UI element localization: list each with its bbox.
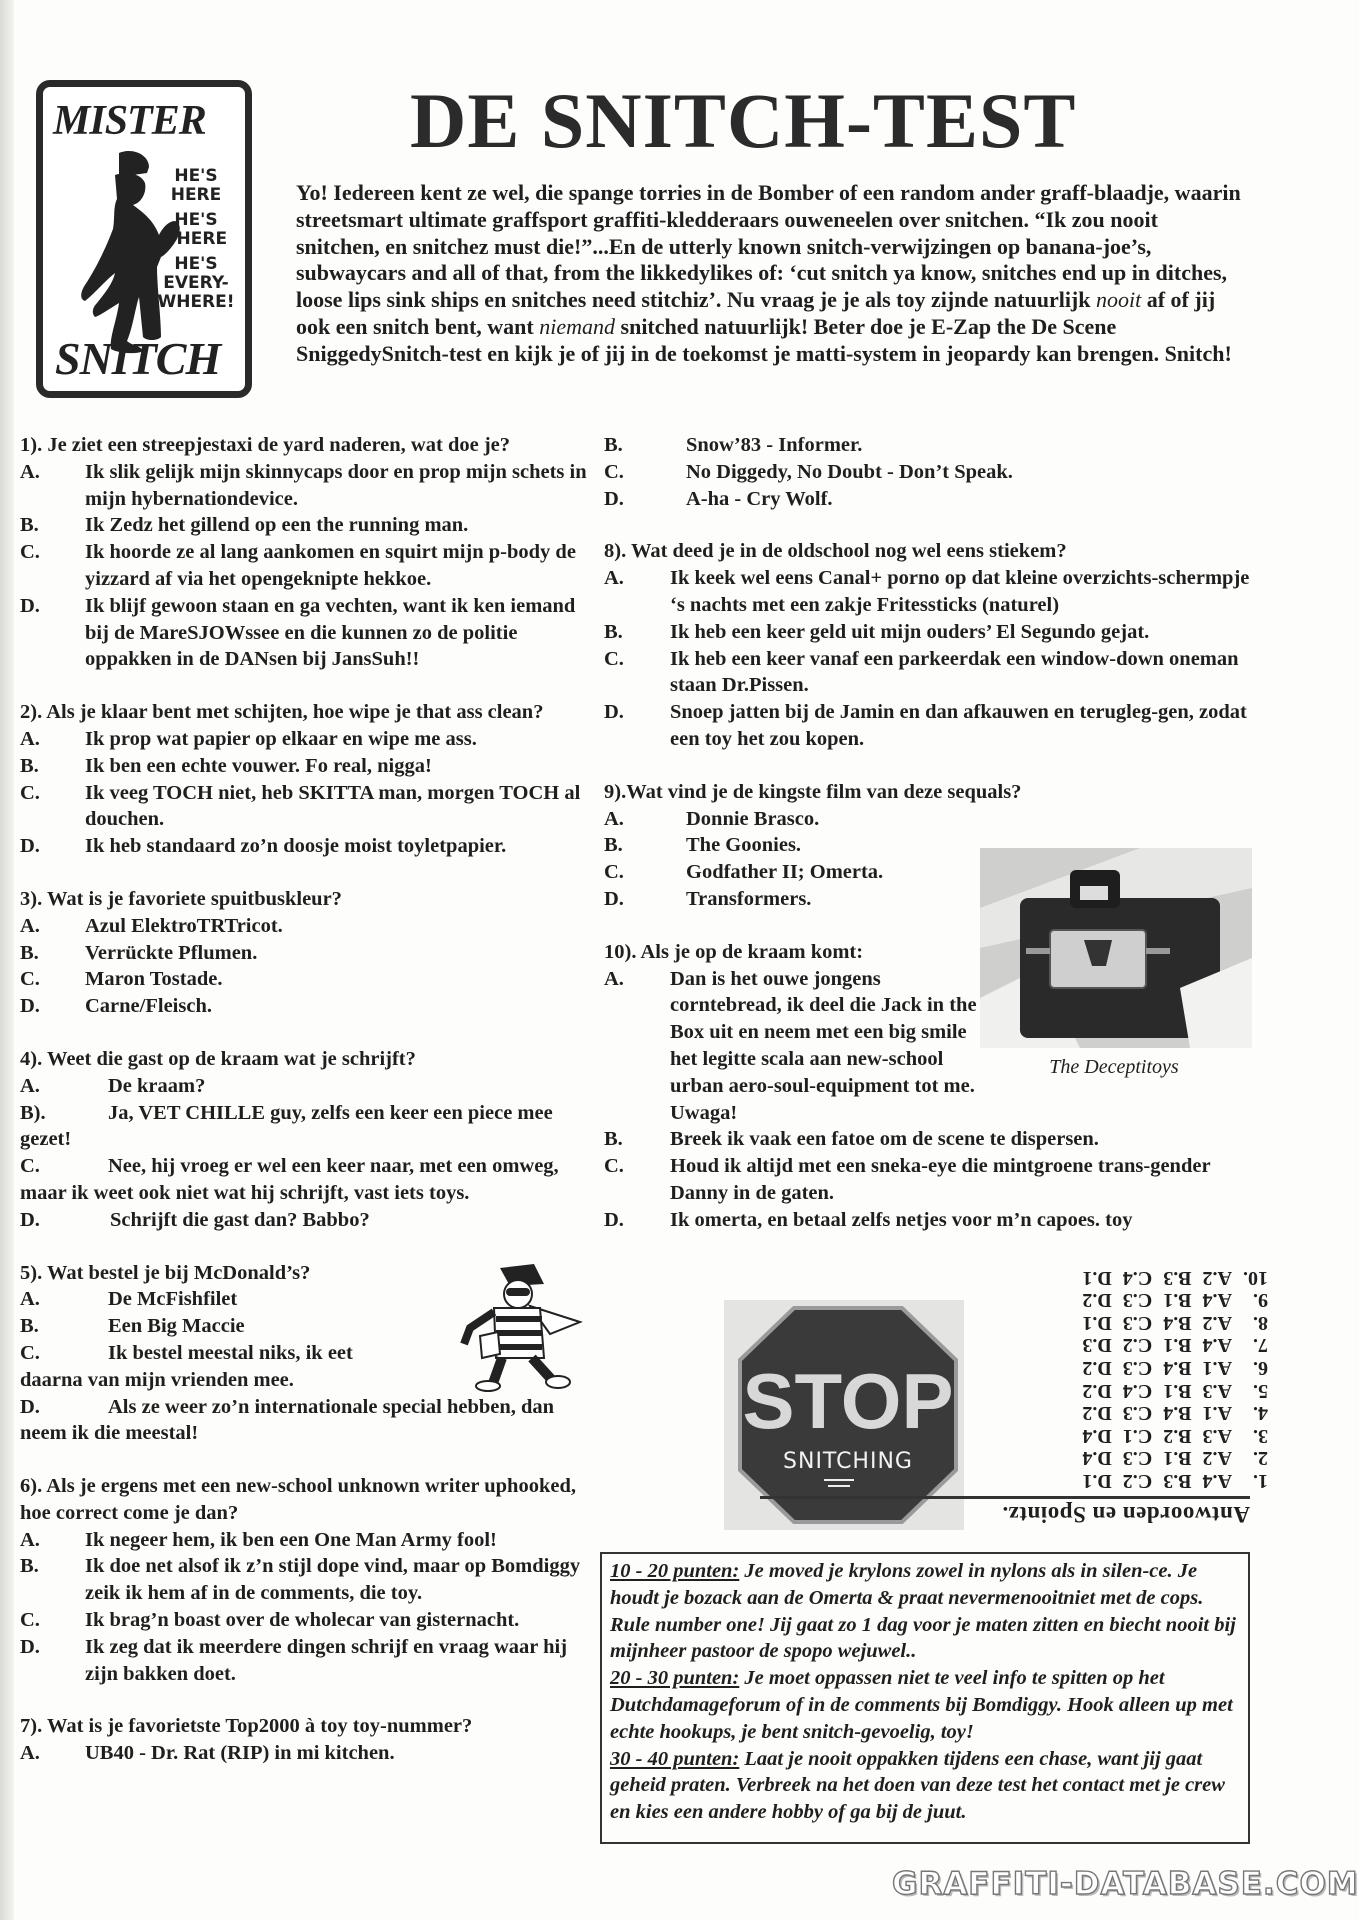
option-text: Ik prop wat papier op elkaar en wipe me ass. [85, 727, 477, 750]
option-label: B. [604, 834, 623, 857]
intro-text: snitched natuurlijk! Beter doe je E-Zap the De Scene SniggedySnitch-test en kijk je of jij in de toekomst je matti-system in jeopardy kan brengen. Snitch! [296, 313, 1232, 366]
option-text: A-ha - Cry Wolf. [686, 487, 833, 510]
answer-option [604, 619, 1254, 646]
option-text: Ik blijf gewoon staan en ga vechten, want ik ken iemand bij de MareSJOWssee en die kunnen zo de politie oppakken in de DANsen bij JansSuh!! [85, 594, 576, 671]
row-points: A.2 B.3 C.4 D.1 [1082, 1266, 1232, 1289]
image-caption: The Deceptitoys [1049, 1056, 1179, 1078]
row-points: A.3 B.2 C.1 D.4 [1082, 1424, 1232, 1447]
questions-right-column [604, 432, 1254, 1234]
option-text: Godfather II; Omerta. [686, 861, 884, 884]
intro-emphasis: nooit [1096, 287, 1142, 313]
score-range: 10 - 20 punten: [610, 1560, 740, 1582]
option-label: D. [20, 594, 40, 617]
answer-option [20, 512, 600, 539]
row-number: 3. [1253, 1424, 1268, 1447]
option-text: Ik brag’n boast over de wholecar van gisternacht. [85, 1609, 520, 1632]
option-label: A. [604, 567, 624, 590]
logo-line: THERE [164, 229, 228, 249]
option-label: A. [604, 807, 624, 830]
option-label: C. [20, 1155, 40, 1178]
answer-option [604, 565, 1254, 619]
option-label: C. [20, 541, 40, 564]
intro-emphasis: niemand [539, 313, 616, 339]
row-number: 4. [1253, 1402, 1268, 1425]
answer-key-row [1000, 1402, 1268, 1425]
score-text: Je moved je krylons zowel in nylons als in silen-ce. Je houdt je bozack aan de Omerta & praat nevermenooitniet met de cops. Rule number one! Jij gaat zo 1 dag voor je maten zitten en biecht nooit bij mijnheer pastoor de spopo wejuwel.. [610, 1560, 1236, 1663]
option-label: C. [604, 460, 624, 483]
question-text: 2). Als je klaar bent met schijten, hoe wipe je that ass clean? [20, 701, 544, 724]
option-label: B. [604, 1128, 623, 1151]
option-label: A. [20, 727, 40, 750]
answer-option [20, 780, 600, 834]
question-text: 9).Wat vind je de kingste film van deze sequals? [604, 780, 1022, 803]
question-1 [20, 432, 600, 673]
answer-option [20, 1553, 600, 1607]
answer-option [20, 1607, 600, 1634]
logo-snitch-text: SNITCH [55, 333, 221, 384]
logo-line: HE'S [174, 166, 218, 186]
score-results-box [600, 1552, 1250, 1844]
answer-option [20, 1634, 600, 1688]
row-number: 1. [1253, 1470, 1268, 1492]
logo-line: HE'S [174, 210, 218, 230]
option-text: Snoep jatten bij de Jamin en dan afkauwen en terugleg-gen, zodat een toy het zou kopen. [670, 701, 1247, 750]
question-8 [604, 538, 1254, 752]
answer-option [604, 699, 1254, 753]
option-label: B. [20, 1315, 39, 1338]
question-text: 8). Wat deed je in de oldschool nog wel eens stiekem? [604, 540, 1067, 563]
answer-option [20, 940, 600, 967]
robot-illustration-icon [980, 848, 1252, 1048]
option-label: A. [20, 1742, 40, 1765]
answer-option [20, 1207, 600, 1234]
option-label: C. [604, 861, 624, 884]
option-text: Ik ben een echte vouwer. Fo real, nigga! [85, 754, 432, 777]
row-points: A.4 B.3 C.2 D.1 [1082, 1470, 1232, 1492]
answer-option [20, 1153, 600, 1207]
question-text: 10). Als je op de kraam komt: [604, 940, 864, 963]
hamburglar-cartoon-icon [440, 1262, 580, 1392]
option-text: Azul ElektroTRTricot. [85, 914, 283, 937]
option-label: C. [20, 1341, 40, 1364]
deceptitoys-image [980, 848, 1252, 1048]
score-text: Je moet oppassen niet te veel info te spitten op het Dutchdamageforum of in de comments bij Bomdiggy. Hook alleen up met echte hookups, je bent snitch-gevoelig, toy! [610, 1667, 1233, 1743]
option-label: C. [604, 647, 624, 670]
question-3 [20, 886, 600, 1020]
answer-key-row [1000, 1469, 1268, 1492]
option-text: Ja, VET CHILLE guy, zelfs een keer een piece mee gezet! [20, 1101, 553, 1151]
question-6 [20, 1473, 600, 1687]
mister-snitch-logo [36, 80, 252, 398]
option-text: Ik Zedz het gillend op een the running man. [85, 514, 469, 537]
answer-option [20, 966, 600, 993]
answer-option [604, 459, 1254, 486]
row-number: 8. [1253, 1311, 1268, 1334]
intro-text: af of jij ook een snitch bent, want [296, 287, 1216, 339]
answer-key-row [1000, 1334, 1268, 1357]
answer-key-title: Antwoorden en Spointz. [760, 1496, 1250, 1527]
option-label: A. [20, 1288, 40, 1311]
option-text: Ik negeer hem, ik ben een One Man Army fool! [85, 1528, 497, 1551]
option-label: C. [20, 968, 40, 991]
option-label: D. [20, 1208, 40, 1231]
stop-sign-graffiti: SNITCHING [783, 1449, 913, 1474]
logo-line: WHERE! [157, 292, 235, 312]
option-text: Ik doe net alsof ik z’n stijl dope vind, maar op Bomdiggy zeik ik hem af in de comments, die toy. [85, 1555, 581, 1605]
question-2 [20, 699, 600, 860]
option-label: D. [20, 1395, 40, 1418]
row-number: 5. [1253, 1379, 1268, 1402]
question-4 [20, 1046, 600, 1234]
question-text: 4). Weet die gast op de kraam wat je schrijft? [20, 1047, 416, 1070]
score-band [610, 1665, 1240, 1745]
answer-option [20, 1740, 600, 1767]
answer-option [20, 993, 600, 1020]
option-label: D. [604, 487, 624, 510]
option-label: C. [20, 1609, 40, 1632]
answer-option [604, 432, 1254, 459]
option-label: B. [20, 941, 39, 964]
row-number: 10. [1243, 1266, 1268, 1289]
option-label: D. [604, 887, 624, 910]
option-text: UB40 - Dr. Rat (RIP) in mi kitchen. [85, 1742, 395, 1765]
option-text: Breek ik vaak een fatoe om de scene te dispersen. [670, 1128, 1099, 1151]
question-text: 5). Wat bestel je bij McDonald’s? [20, 1261, 311, 1284]
answer-key-row [1000, 1266, 1268, 1289]
option-label: C. [20, 781, 40, 804]
row-points: A.2 B.1 C.3 D.4 [1082, 1447, 1232, 1470]
option-text: De kraam? [108, 1074, 206, 1097]
row-number: 9. [1253, 1289, 1268, 1312]
option-text: Ik zeg dat ik meerdere dingen schrijf en vraag waar hij zijn bakken doet. [85, 1635, 568, 1685]
row-number: 2. [1253, 1447, 1268, 1470]
option-label: B. [604, 434, 623, 456]
site-watermark: GRAFFITI-DATABASE.COM [892, 1866, 1359, 1902]
answer-option [20, 1340, 420, 1394]
option-text: Ik veeg TOCH niet, heb SKITTA man, morgen TOCH al douchen. [85, 781, 581, 831]
question-text: 3). Wat is je favoriete spuitbuskleur? [20, 887, 342, 910]
score-range: 20 - 30 punten: [610, 1667, 740, 1690]
answer-option [20, 1100, 600, 1154]
option-text: Ik heb standaard zo’n doosje moist toyletpapier. [85, 835, 507, 858]
option-text: Houd ik altijd met een sneka-eye die mintgroene trans-gender Danny in de gaten. [670, 1155, 1211, 1204]
score-band [610, 1746, 1240, 1826]
answer-option [20, 459, 600, 513]
answer-option [604, 1207, 1254, 1234]
option-text: Ik omerta, en betaal zelfs netjes voor m’n capoes. toy [670, 1208, 1133, 1231]
row-points: A.4 B.1 C.3 D.2 [1082, 1289, 1232, 1312]
intro-text: Yo! Iedereen kent ze wel, die spange torries in de Bomber of een random ander graff-blaadje, waarin streetsmart ultimate graffsport graffiti-kledderaars ouweneelen over snitchen. “Ik zou nooit snitchen, en snitchez must die!”...En de utterly known snitch-verwijzingen op banana-joe’s, subwaycars and all of that, from the likkedylikes of: ‘cut snitch ya know, snitches end up in ditches, loose lips sink ships en snitches need stitchiz’. Nu vraag je je als toy zijnde natuurlijk [296, 180, 1241, 313]
option-text: Ik hoorde ze al lang aankomen en squirt mijn p-body de yizzard af via het opengeknipte hekkoe. [85, 541, 576, 590]
answer-key-table [1000, 1262, 1268, 1492]
option-text: Als ze weer zo’n internationale special hebben, dan neem ik die meestal! [20, 1395, 555, 1445]
option-label: B. [20, 514, 39, 537]
score-text: Laat je nooit oppakken tijdens een chase, want jij gaat geheid praten. Verbreek na het doen van deze test het contact met je crew en kies een andere hobby of ga bij de juut. [610, 1747, 1225, 1824]
question-text: 1). Je ziet een streepjestaxi de yard naderen, wat doe je? [20, 434, 510, 456]
logo-line: HE'S [174, 254, 218, 274]
page-binding-shadow [0, 0, 14, 1920]
option-label: D. [20, 835, 40, 858]
option-label: A. [20, 914, 40, 937]
answer-option [20, 593, 600, 673]
option-text: De McFishfilet [108, 1288, 238, 1311]
row-points: A.1 B.4 C.3 D.2 [1082, 1357, 1232, 1380]
answer-option [604, 1126, 1254, 1153]
answer-key-row [1000, 1356, 1268, 1379]
row-number: 7. [1253, 1334, 1268, 1357]
answer-option [20, 1394, 600, 1448]
option-text: Ik keek wel eens Canal+ porno op dat kleine overzichts-schermpje ‘s nachts met een zakje Fritessticks (naturel) [670, 567, 1250, 616]
option-text: Een Big Maccie [108, 1315, 245, 1338]
question-7 [20, 1713, 600, 1767]
answer-option [20, 1527, 600, 1554]
answer-option [20, 753, 600, 780]
option-text: The Goonies. [686, 834, 802, 857]
row-points: A.4 B.1 C.2 D.3 [1082, 1334, 1232, 1357]
answer-option [20, 833, 600, 860]
answer-option [20, 726, 600, 753]
option-text: Schrijft die gast dan? Babbo? [110, 1208, 370, 1231]
answer-key-row [1000, 1311, 1268, 1334]
option-label: A. [20, 1074, 40, 1097]
answer-option [20, 539, 600, 593]
answer-key-row [1000, 1447, 1268, 1470]
question-7-continued [604, 432, 1254, 512]
option-label: B. [20, 1555, 39, 1578]
logo-line: HERE [170, 185, 222, 205]
questions-left-column [20, 432, 600, 1767]
option-label: A. [20, 460, 40, 483]
option-text: No Diggedy, No Doubt - Don’t Speak. [686, 460, 1013, 483]
option-label: B. [604, 620, 623, 643]
answer-option [604, 806, 1254, 833]
score-band [610, 1558, 1240, 1665]
option-label: B). [20, 1101, 46, 1124]
option-label: D. [604, 1208, 624, 1231]
question-text: 6). Als je ergens met een new-school unknown writer uphooked, hoe correct come je dan? [20, 1475, 576, 1524]
option-text: Ik bestel meestal niks, ik eet daarna van mijn vrienden mee. [20, 1341, 353, 1391]
option-label: A. [604, 967, 624, 990]
option-text: Snow’83 - Informer. [686, 434, 863, 456]
score-range: 30 - 40 punten: [610, 1747, 740, 1770]
option-text: Nee, hij vroeg er wel een keer naar, met een omweg, maar ik weet ook niet wat hij schrijft, vast iets toys. [20, 1155, 559, 1204]
row-number: 6. [1253, 1357, 1268, 1380]
answer-key-row [1000, 1424, 1268, 1447]
logo-line: EVERY- [163, 273, 229, 293]
option-text: Carne/Fleisch. [85, 995, 212, 1018]
option-text: Dan is het ouwe jongens corntebread, ik deel die Jack in the Box uit en neem met een big smile het legitte scala aan new-school urban aero-soul-equipment tot me. Uwaga! [670, 967, 977, 1124]
answer-key-row [1000, 1289, 1268, 1312]
row-points: A.3 B.1 C.4 D.2 [1082, 1379, 1232, 1402]
option-text: Ik heb een keer vanaf een parkeerdak een window-down oneman staan Dr.Pissen. [670, 647, 1239, 697]
option-label: D. [604, 701, 624, 724]
option-label: C. [604, 1155, 624, 1178]
option-text: Verrückte Pflumen. [85, 941, 258, 964]
answer-option [20, 913, 600, 940]
answer-key-row [1000, 1379, 1268, 1402]
answer-option [604, 486, 1254, 513]
option-text: Ik slik gelijk mijn skinnycaps door en prop mijn schets in mijn hybernationdevice. [85, 460, 587, 510]
option-text: Ik heb een keer geld uit mijn ouders’ El Segundo gejat. [670, 620, 1150, 643]
row-points: A.2 B.4 C.3 D.1 [1082, 1311, 1232, 1334]
question-text: 7). Wat is je favorietste Top2000 à toy toy-nummer? [20, 1715, 473, 1738]
answer-option [604, 646, 1254, 700]
answer-option [20, 1073, 600, 1100]
intro-paragraph [296, 180, 1246, 368]
logo-side-text [153, 167, 239, 312]
page-title: DE SNITCH-TEST [410, 77, 1077, 164]
option-label: D. [20, 995, 40, 1018]
option-label: D. [20, 1635, 40, 1658]
row-points: A.1 B.4 C.3 D.2 [1082, 1402, 1232, 1425]
option-text: Transformers. [686, 887, 812, 910]
option-label: A. [20, 1528, 40, 1551]
option-label: B. [20, 754, 39, 777]
option-text: Donnie Brasco. [686, 807, 820, 830]
logo-mister-text: MISTER [53, 98, 206, 144]
answer-option [604, 1153, 1254, 1207]
option-text: Maron Tostade. [85, 968, 223, 991]
stop-sign-word: STOP [742, 1357, 954, 1445]
